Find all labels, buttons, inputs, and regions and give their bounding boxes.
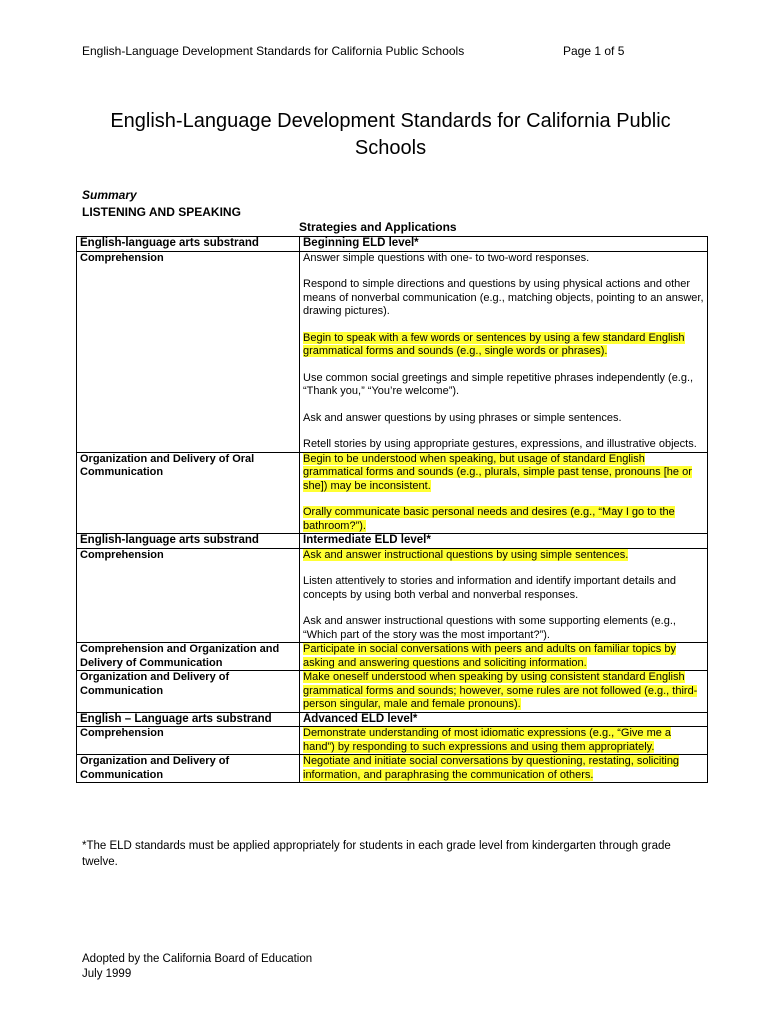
standard-text xyxy=(303,671,704,712)
footer-adopted-by: Adopted by the California Board of Education xyxy=(82,953,313,965)
page-number: Page 1 of 5 xyxy=(563,44,625,58)
substrand-cell: Comprehension xyxy=(77,727,300,755)
standard-text-content: Answer simple questions with one- to two-word responses. xyxy=(303,251,590,264)
section-heading: LISTENING AND SPEAKING xyxy=(82,205,241,219)
highlighted-standard-text: Make oneself understood when speaking by using consistent standard English grammatical forms and sounds; however, some rules are not followed (e.g., third-person singular, male and female pronouns). xyxy=(303,671,698,710)
substrand-header-cell: English-language arts substrand xyxy=(77,534,300,549)
substrand-cell: Organization and Delivery of Communication xyxy=(77,755,300,783)
table-row xyxy=(77,251,708,452)
standards-table-body xyxy=(77,237,708,783)
standard-text-content: Ask and answer questions by using phrases or simple sentences. xyxy=(303,411,622,424)
running-header-title: English-Language Development Standards for California Public Schools xyxy=(82,44,465,58)
highlighted-standard-text: Begin to speak with a few words or sentences by using a few standard English grammatical forms and sounds (e.g., single words or phrases). xyxy=(303,331,685,357)
highlighted-standard-text: Ask and answer instructional questions by using simple sentences. xyxy=(303,548,629,561)
standards-cell xyxy=(300,548,708,643)
standard-text xyxy=(303,727,704,754)
table-row xyxy=(77,452,708,534)
substrand-header-cell: English – Language arts substrand xyxy=(77,712,300,727)
substrand-cell: Organization and Delivery of Communication xyxy=(77,671,300,713)
summary-label: Summary xyxy=(82,188,137,202)
standard-text xyxy=(303,506,704,533)
strategies-heading: Strategies and Applications xyxy=(299,220,457,234)
standard-text-content: Respond to simple directions and questions by using physical actions and other means of nonverbal communication (e.g., matching objects, pointing to an answer, drawing pictures). xyxy=(303,278,704,317)
standards-table xyxy=(76,236,708,783)
substrand-cell: Organization and Delivery of Oral Communication xyxy=(77,452,300,534)
substrand-header-cell: English-language arts substrand xyxy=(77,237,300,252)
standard-text xyxy=(303,412,704,426)
standard-text xyxy=(303,438,704,452)
table-subheader-row xyxy=(77,712,708,727)
document-title: English-Language Development Standards for California Public Schools xyxy=(110,110,671,159)
substrand-cell: Comprehension xyxy=(77,548,300,643)
highlighted-standard-text: Participate in social conversations with peers and adults on familiar topics by asking and answering questions and soliciting information. xyxy=(303,643,676,669)
highlighted-standard-text: Orally communicate basic personal needs and desires (e.g., “May I go to the bathroom?”). xyxy=(303,506,675,532)
standards-cell xyxy=(300,755,708,783)
standards-cell xyxy=(300,643,708,671)
standard-text xyxy=(303,755,704,782)
eld-level-header-cell: Advanced ELD level* xyxy=(300,712,708,727)
standard-text xyxy=(303,549,704,563)
standard-text-content: Use common social greetings and simple repetitive phrases independently (e.g., “Thank you,” “You’re welcome”). xyxy=(303,371,694,397)
highlighted-standard-text: Negotiate and initiate social conversations by questioning, restating, soliciting information, and paraphrasing the communication of others. xyxy=(303,755,680,781)
standard-text xyxy=(303,278,704,319)
standard-text xyxy=(303,453,704,494)
table-subheader-row xyxy=(77,534,708,549)
footer-date: July 1999 xyxy=(82,968,132,980)
standard-text xyxy=(303,332,704,359)
table-row xyxy=(77,643,708,671)
standard-text-content: Ask and answer instructional questions with some supporting elements (e.g., “Which part of the story was the most important?”). xyxy=(303,615,676,641)
table-row xyxy=(77,755,708,783)
table-row xyxy=(77,671,708,713)
highlighted-standard-text: Begin to be understood when speaking, but usage of standard English grammatical forms and sounds (e.g., plurals, simple past tense, pronouns [he or she]) may be inconsistent. xyxy=(303,452,692,492)
page-footer xyxy=(82,952,312,982)
standard-text xyxy=(303,252,704,266)
eld-level-header-cell: Intermediate ELD level* xyxy=(300,534,708,549)
standards-cell xyxy=(300,727,708,755)
table-row xyxy=(77,548,708,643)
table-row xyxy=(77,727,708,755)
standard-text xyxy=(303,575,704,602)
standard-text xyxy=(303,372,704,399)
substrand-cell: Comprehension and Organization and Delivery of Communication xyxy=(77,643,300,671)
substrand-cell: Comprehension xyxy=(77,251,300,452)
standard-text xyxy=(303,643,704,670)
standards-cell xyxy=(300,251,708,452)
highlighted-standard-text: Demonstrate understanding of most idiomatic expressions (e.g., “Give me a hand”) by responding to such expressions and using them appropriately. xyxy=(303,727,672,753)
standard-text-content: Listen attentively to stories and information and identify important details and concepts by using both verbal and nonverbal responses. xyxy=(303,575,676,601)
standards-cell xyxy=(300,452,708,534)
eld-level-header-cell: Beginning ELD level* xyxy=(300,237,708,252)
standards-cell xyxy=(300,671,708,713)
standard-text xyxy=(303,615,704,642)
standard-text-content: Retell stories by using appropriate gestures, expressions, and illustrative objects. xyxy=(303,438,697,450)
footnote: *The ELD standards must be applied appropriately for students in each grade level from kindergarten through grade twelve. xyxy=(82,840,671,868)
table-subheader-row xyxy=(77,237,708,252)
